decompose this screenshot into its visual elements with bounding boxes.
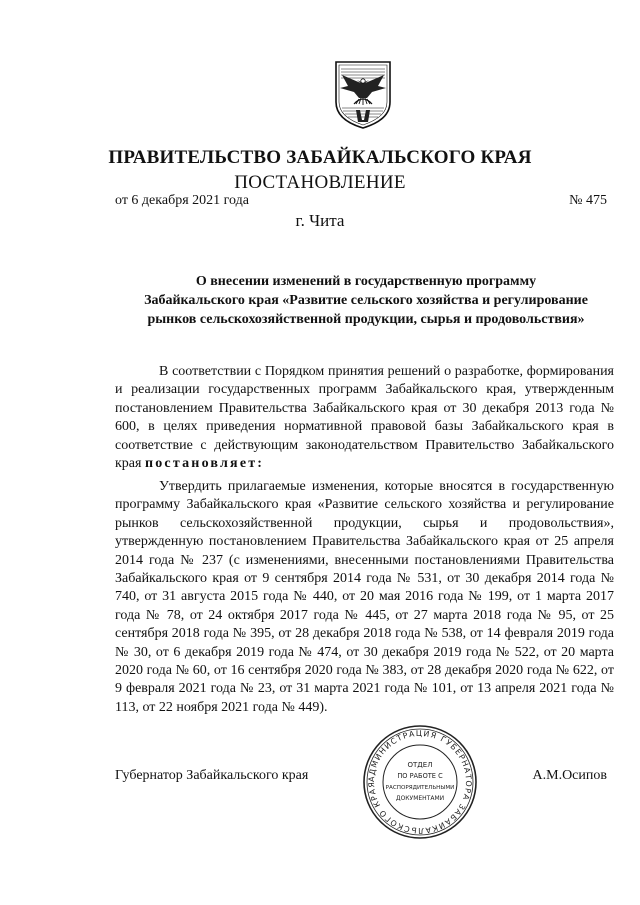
document-type: ПОСТАНОВЛЕНИЕ: [234, 172, 406, 193]
resolves-keyword: постановляет:: [144, 456, 265, 472]
document-city: г. Чита: [295, 211, 345, 230]
subject-line: рынков сельскохозяйственной продукции, сырья и продовольствия»: [147, 312, 585, 327]
official-stamp-icon: [360, 722, 480, 842]
resolution-paragraph: Утвердить прилагаемые изменения, которые вносятся в государственную программу Забайкальского края «Развитие сельского хозяйства и регулирование рынков сельскохозяйственной продукции, сырья и продовольствия», утвержденную постановлением Правительства Забайкальского края от 25 апреля 2014 года № 237 (с изменениями, внесенными постановлениями Правительства Забайкальского края от 9 сентября 2014 года № 531, от 30 декабря 2014 года № 740, от 31 августа 2015 года № 440, от 20 мая 2016 года № 199, от 1 марта 2017 года № 78, от 24 октября 2017 года № 445, от 27 марта 2018 года № 95, от 25 сентября 2018 года № 395, от 28 декабря 2018 года № 538, от 14 февраля 2019 года № 30, от 6 декабря 2019 года № 474, от 30 декабря 2019 года № 522, от 20 марта 2020 года № 60, от 16 сентября 2020 года № 383, от 28 декабря 2020 года № 622, от 9 февраля 2021 года № 23, от 31 марта 2021 года № 101, от 13 апреля 2021 года № 113, от 22 ноября 2021 года № 449).: [115, 479, 614, 715]
subject-line: Забайкальского края «Развитие сельского хозяйства и регулирование: [144, 293, 588, 308]
coat-of-arms-icon: [332, 58, 394, 130]
document-number: № 475: [569, 193, 607, 208]
signer-name: А.М.Осипов: [532, 768, 607, 783]
preamble-paragraph: [115, 363, 614, 473]
document-date: от 6 декабря 2021 года: [115, 193, 249, 208]
seal-center-line: ОТДЕЛ: [407, 761, 433, 769]
document-subject: [112, 272, 620, 329]
seal-center-line: РАСПОРЯДИТЕЛЬНЫМИ: [385, 785, 455, 791]
seal-ring-text: АДМИНИСТРАЦИЯ ГУБЕРНАТОРА ЗАБАЙКАЛЬСКОГО КРАЯ: [366, 728, 474, 836]
preamble-text: В соответствии с Порядком принятия решений о разработке, формирования и реализации государственных программ Забайкальского края, утвержденным постановлением Правительства Забайкальского края от 30 декабря 2013 года № 600, в целях приведения нормативной правовой базы Забайкальского края в соответствие с действующим законодательством Правительство Забайкальского края: [115, 364, 614, 472]
seal-center-line: ДОКУМЕНТАМИ: [395, 795, 445, 802]
signer-title: Губернатор Забайкальского края: [115, 768, 309, 783]
subject-line: О внесении изменений в государственную программу: [195, 274, 537, 289]
government-title: ПРАВИТЕЛЬСТВО ЗАБАЙКАЛЬСКОГО КРАЯ: [108, 147, 532, 168]
seal-center-line: ПО РАБОТЕ С: [397, 772, 443, 780]
